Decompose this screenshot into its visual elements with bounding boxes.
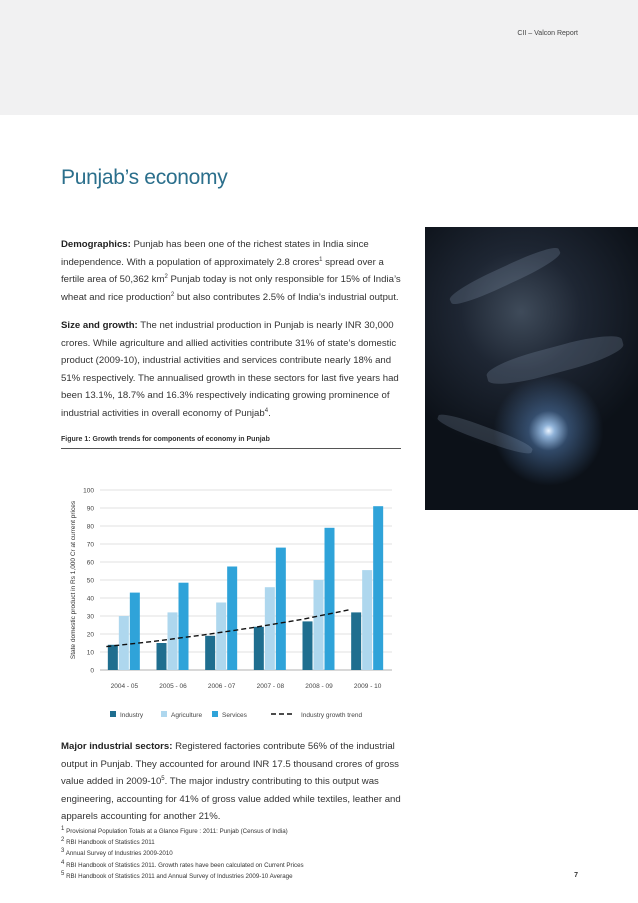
report-label: CII – Valcon Report: [517, 30, 578, 37]
legend-key-agriculture: [161, 711, 167, 717]
bar-agriculture: [119, 616, 129, 670]
size-lead: Size and growth:: [61, 320, 138, 331]
legend-key-industry: [110, 711, 116, 717]
figure-caption: Figure 1: Growth trends for components of economy in Punjab: [61, 436, 270, 443]
page-number: 7: [574, 872, 578, 879]
legend-label: Agriculture: [171, 712, 203, 719]
x-tick-label: 2008 - 09: [305, 683, 333, 690]
x-tick-label: 2009 - 10: [353, 683, 382, 690]
bar-services: [227, 567, 237, 671]
footnote-3: [61, 848, 481, 859]
x-tick-label: 2004 - 05: [110, 683, 139, 690]
size-text-1: The net industrial production in Punjab is nearly INR 30,000 crores. While agriculture and allied activities contribute 31% of state’s domestic product (2009-10), industrial activities and services contribute nearly 18% and 51% respectively. The annualised growth in these sectors for last five years had been 13.1%, 18.7% and 16.3% respectively indicating growing prominence of industrial activities in overall economy of Punjab: [61, 320, 399, 419]
footnote-text: RBI Handbook of Statistics 2011 and Annual Survey of Industries 2009-10 Average: [66, 872, 293, 880]
demographics-text-2: spread over a fertile area of 50,362 km: [61, 256, 384, 286]
bar-services: [325, 528, 335, 670]
bar-agriculture: [168, 612, 178, 670]
y-tick-label: 30: [86, 613, 94, 621]
footnote-text: RBI Handbook of Statistics 2011. Growth rates have been calculated on Current Prices: [66, 861, 304, 869]
major-text-1: Registered factories contribute 56% of the industrial output in Punjab. They accounted for around INR 17.5 thousand crores of gross value added in 2009-10: [61, 741, 399, 788]
y-tick-label: 70: [86, 541, 94, 549]
y-tick-label: 100: [83, 487, 94, 495]
size-text-2: .: [268, 407, 271, 419]
demographics-text-3: Punjab today is not only responsible for 15% of India’s wheat and rice production: [61, 274, 401, 303]
footnote-2: [61, 837, 481, 848]
bar-agriculture: [216, 603, 226, 671]
footnote-text: RBI Handbook of Statistics 2011: [66, 839, 155, 847]
bar-services: [130, 593, 140, 670]
x-tick-label: 2005 - 06: [159, 683, 187, 690]
footnote-ref: 4: [264, 407, 269, 414]
footnote-5: [61, 871, 481, 882]
footnote-number: 4: [61, 859, 65, 866]
bar-agriculture: [314, 580, 324, 670]
y-axis-label: State domestic product in Rs 1,000 Cr at current prices: [70, 500, 77, 660]
demographics-text-4: but also contributes 2.5% of India’s industrial output.: [174, 291, 399, 303]
bar-industry: [157, 643, 167, 670]
bar-services: [373, 506, 383, 670]
footnote-1: [61, 826, 481, 837]
footnote-ref: 2: [164, 274, 168, 280]
demographics-lead: Demographics:: [61, 239, 131, 250]
y-tick-label: 50: [86, 577, 94, 585]
y-tick-label: 60: [86, 559, 94, 567]
x-tick-label: 2007 - 08: [256, 683, 285, 690]
bar-industry: [205, 636, 215, 670]
footnote-text: Provisional Population Totals at a Glance Figure : 2011: Punjab (Census of India): [66, 828, 288, 835]
bar-agriculture: [362, 570, 372, 670]
y-tick-label: 0: [90, 667, 94, 675]
y-tick-label: 40: [86, 595, 94, 603]
footnote-number: 5: [61, 870, 65, 877]
bar-industry: [351, 612, 361, 670]
y-tick-label: 20: [86, 631, 94, 639]
y-tick-label: 10: [86, 649, 94, 657]
paragraph-major-sectors: [61, 738, 401, 826]
footnote-4: [61, 860, 481, 871]
bar-agriculture: [265, 587, 275, 670]
demographics-text-1: Punjab has been one of the richest states in India since independence. With a population of approximately 2.8 crores: [61, 239, 369, 268]
footnote-text: Annual Survey of Industries 2009-2010: [65, 850, 173, 858]
footnote-number: 3: [61, 848, 65, 855]
legend-label: Industry: [120, 712, 144, 719]
bar-industry: [303, 621, 313, 670]
footnote-ref: 1: [319, 256, 323, 263]
footnotes: [61, 826, 481, 882]
major-text-2: . The major industry contributing to this output was engineering, accounting for 41% of gross value added while textiles, leather and apparels accounting for another 21%.: [61, 776, 401, 823]
y-tick-label: 80: [86, 523, 94, 531]
bar-industry: [108, 645, 118, 670]
bar-industry: [254, 627, 264, 670]
footnote-number: 1: [61, 825, 65, 832]
footnote-ref: 5: [161, 776, 165, 782]
footnote-number: 2: [61, 837, 65, 844]
legend-label: Industry growth trend: [301, 712, 363, 719]
legend-key-services: [212, 711, 218, 717]
bar-services: [179, 583, 189, 670]
bar-services: [276, 548, 286, 670]
x-tick-label: 2006 - 07: [207, 683, 236, 690]
major-lead: Major industrial sectors:: [61, 741, 173, 752]
y-tick-label: 90: [86, 505, 94, 513]
footnote-ref: 2: [170, 291, 175, 298]
page-title: Punjab’s economy: [61, 166, 228, 189]
legend-label: Services: [222, 712, 247, 719]
